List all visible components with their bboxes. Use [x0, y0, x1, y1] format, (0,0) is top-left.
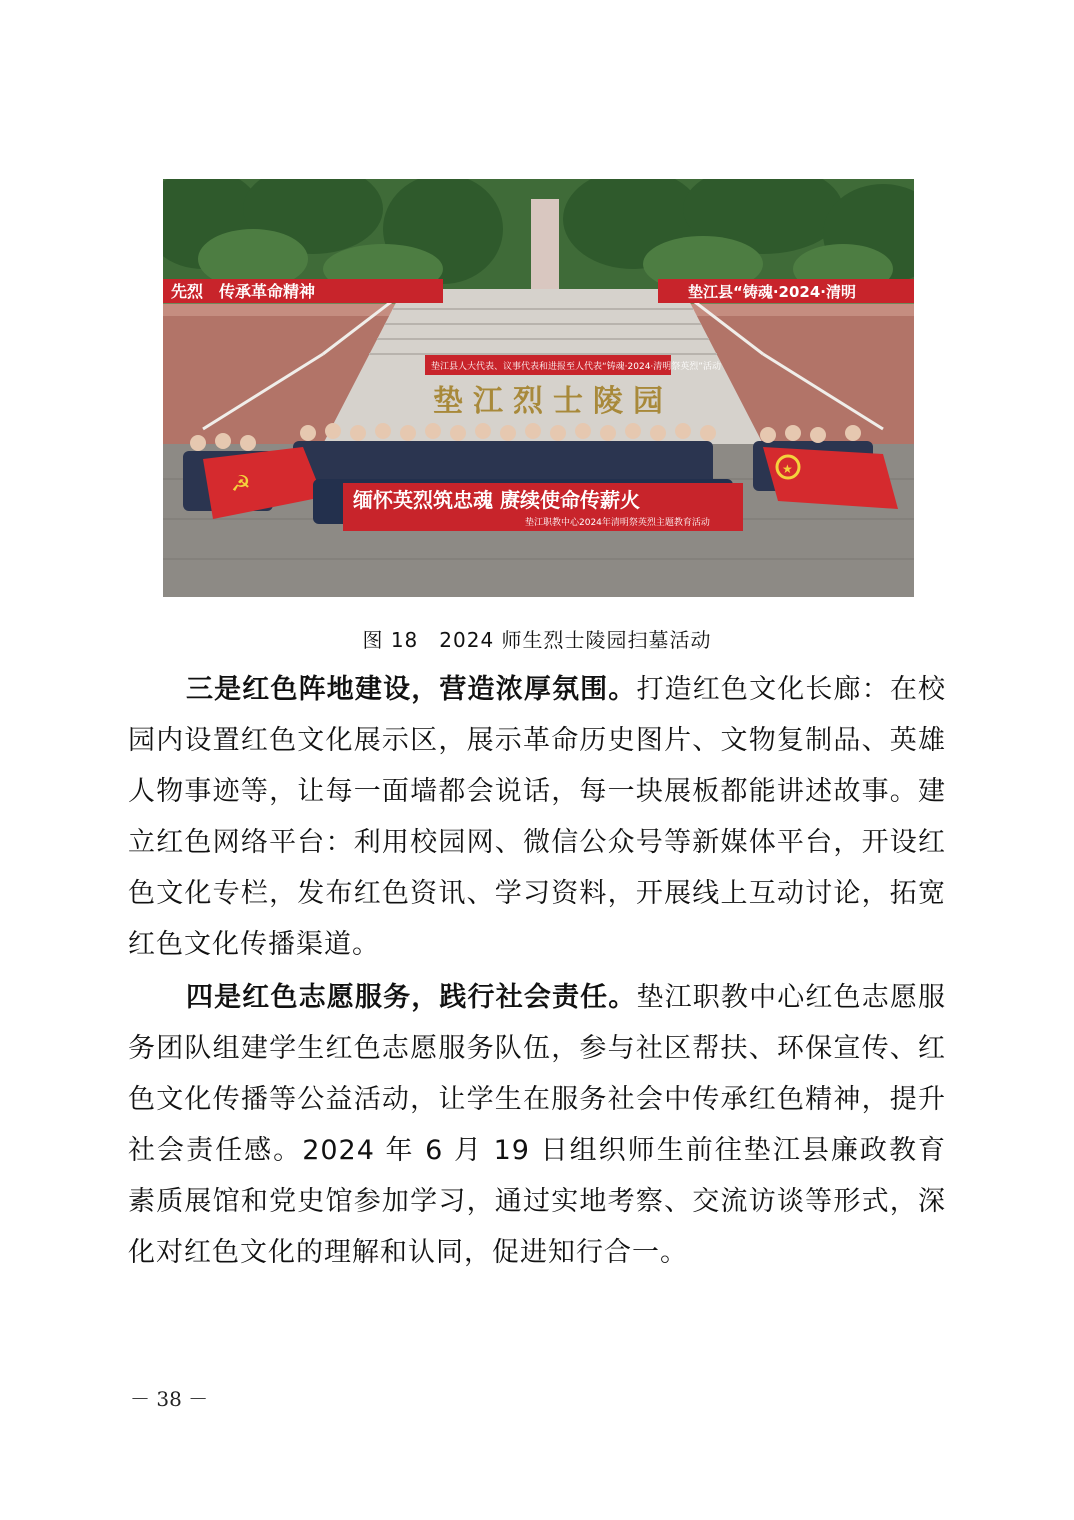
body-text	[128, 664, 946, 1280]
page-number: － 38 －	[130, 1387, 209, 1411]
svg-text:★: ★	[782, 462, 793, 476]
banner-center: 垫江烈士陵园	[433, 384, 673, 419]
banner-small: 垫江县人大代表、议事代表和进报至人代表“铸魂·2024·清明祭英烈”活动	[431, 362, 721, 372]
paragraph-text: 打造红色文化长廊：在校园内设置红色文化展示区，展示革命历史图片、文物复制品、英雄人物事迹等，让每一面墙都会说话，每一块展板都能讲述故事。建立红色网络平台：利用校园网、微信公众号等新媒体平台，开设红色文化专栏，发布红色资讯、学习资料，开展线上互动讨论，拓宽红色文化传播渠道。	[128, 674, 947, 960]
banner-main: 缅怀英烈筑忠魂 赓续使命传薪火	[353, 488, 640, 512]
banner-top-left: 先烈 传承革命精神	[171, 282, 316, 301]
paragraph-volunteer	[128, 972, 946, 1278]
banner-sub: 垫江职教中心2024年清明祭英烈主题教育活动	[525, 518, 710, 528]
paragraph-text: 垫江职教中心红色志愿服务团队组建学生红色志愿服务队伍，参与社区帮扶、环保宣传、红色文化传播等公益活动，让学生在服务社会中传承红色精神，提升社会责任感。2024 年 6 月 19 日组织师生前往垫江县廉政教育素质展馆和党史馆参加学习，通过实地考察、交流访谈等形式，深化对红色文化的理解和认同，促进知行合一。	[128, 982, 947, 1268]
activity-photo	[163, 179, 914, 597]
banner-top-right: 垫江县“铸魂·2024·清明	[688, 283, 857, 301]
paragraph-lead: 四是红色志愿服务，践行社会责任。	[186, 982, 637, 1013]
figure-caption: 图 18 2024 师生烈士陵园扫墓活动	[362, 628, 712, 652]
party-flag-emblem: ☭	[231, 472, 251, 497]
paragraph-lead: 三是红色阵地建设，营造浓厚氛围。	[186, 674, 637, 705]
paragraph-red-base	[128, 664, 946, 970]
